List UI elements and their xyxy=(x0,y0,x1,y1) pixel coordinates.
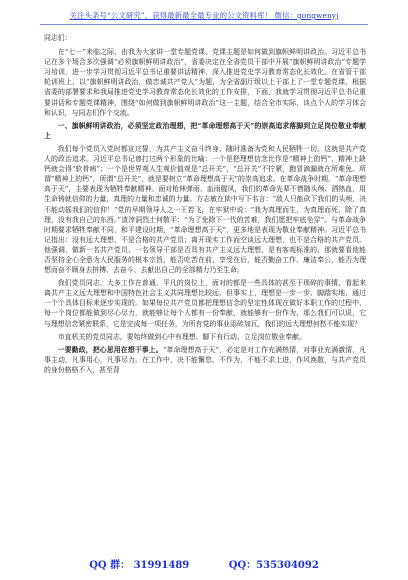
document-body xyxy=(44,33,366,377)
footer-contact-bar xyxy=(0,556,408,571)
body-paragraph: 我们每个党员入党时都宣过誓，为共产主义奋斗终身，随时准备为党和人民牺牲一切。这就是共产党人的政治追求。习近平总书记曾打过两个形象的比喻：一个是把理想信念比作是“精神上的钙”，精神上缺钙就会得“软骨病”；一个是世界观人生观价值观是“总开关”，“总开关”不拧紧，跑冒滴漏就在所难免。所谓“精神上的钙”，所谓“总开关”，就是要树立“革命理想高于天”的崇高追求。在革命战争时期，“革命理想高于天”，主要表现为牺牲奉献精神。面对枪林弹雨、血雨腥风，我们的革命先辈不惜随头颅、洒热血，用生命铸就信仰的力量，真理的力量和忠诚的力量。方志敏在狱中写下名言：“敌人只能砍下我们的头颅，决不能动摇我们的信仰！”党的早期领导人之一王若飞，在牢狱中说：“我为真理而生，为真理而死，除了真理，没有我自己的东西。”渣滓洞烈士何敬平：“为了免除下一代的苦难，我们愿把牢底坐穿”。与革命战争时期要求牺牲奉献不同，和平建设时期，“革命理想高于天”，更多地是表现为敬业奉献精神。习近平总书记指出：没有远大理想，不是合格的共产党员；离开现实工作而空谈远大理想，也不是合格的共产党员。他强调，做新一名共产党员、一名领导干部是否具有共产主义远大理想，是有客观标准的，那就要看他能否坚持全心全意为人民服务的根本宗旨，能否吃苦在前、享受在后，能否勤奋工作、廉洁奉公，能否为理想而奋不顾身去拼搏、去奋斗、去献出自己的全部精力乃至生命。 xyxy=(44,144,366,275)
subheading-paragraph xyxy=(44,345,366,375)
greeting: 同志们： xyxy=(44,34,72,42)
body-paragraph: 我们党员同志，大多工作在普通、平凡的岗位上，面对的都是一些具体的甚至于琐碎的事情，看起来离共产主义远大理想和中国特色社会主义共同理想比较远，但事实上，理想是一步一步、脚踏实地、通过一个个具体目标来逐步实现的。如果每位共产党员都把理想信念的坚定性体现在做好本职工作的过程中，每一个岗位都能做到尽心尽力，就能够让每个人都有一份奉献，就能够有一份作为，那么我们可以说，它与理想信念紧密联系，它是完成每一项任务，为所有党的事业添砖加瓦，我们的远大理想何愁不能实现？ xyxy=(44,279,366,328)
section-heading: 一、旗帜鲜明讲政治，必须坚定政治理想，把“革命理想高于天”的崇高追求落脚到立足岗位敬业奉献上 xyxy=(44,121,366,140)
subheading-text: “革命理想高于天”，必定是对工作充满热情，对事业充满激情，凡事主动，凡事用心，凡事尽力。在工作中，决不能懈怠、不作为，不能不求上进，作风涣散，与共产党员的身份格格不入，甚至背 xyxy=(44,345,366,374)
footer-qq-number: QQ：535304092 xyxy=(228,560,319,571)
header-banner[interactable]: 关注头条号“公文研究”，获得最新最全最专业的公文资料库！ 微信：gongwenyj xyxy=(69,11,339,20)
header-divider xyxy=(40,24,368,25)
subheading-bold: 一要勤政，把心思用在想干事上。 xyxy=(57,345,163,354)
intro-paragraph: 在“七一”来临之际，由我为大家讲一堂专题党课。党课主题是如何做到旗帜鲜明讲政治。习近平总书记在多个场合多次强调“必须旗帜鲜明讲政治”，省委决定在全省党员干部中开展“旗帜鲜明讲政治”专题学习培训，进一步学习贯彻习近平总书记重要讲话精神，深入推进党史学习教育常态化长效化。在省管干部轮训班上，以“旗帜鲜明讲政治，做忠诚共产党人”为题，为全省副厅级以上干部上了一堂专题党课，根据省委的部署要求和我局推进党史学习教育常态化长效化的工作安排，下面，我就学习贯彻习近平总书记重要讲话和专题党课精神，围绕“如何做到旗帜鲜明讲政治”这一主题，结合全市实际，谈点个人的学习体会和认识，与同志们作个交流。 xyxy=(44,48,366,117)
footer-qq-group: QQ 群： 31991489 xyxy=(89,560,190,571)
body-paragraph: 市直机关的党员同志，要始终做到心中有理想、脚下有行动，立足岗位敬业奉献。 xyxy=(57,332,306,341)
